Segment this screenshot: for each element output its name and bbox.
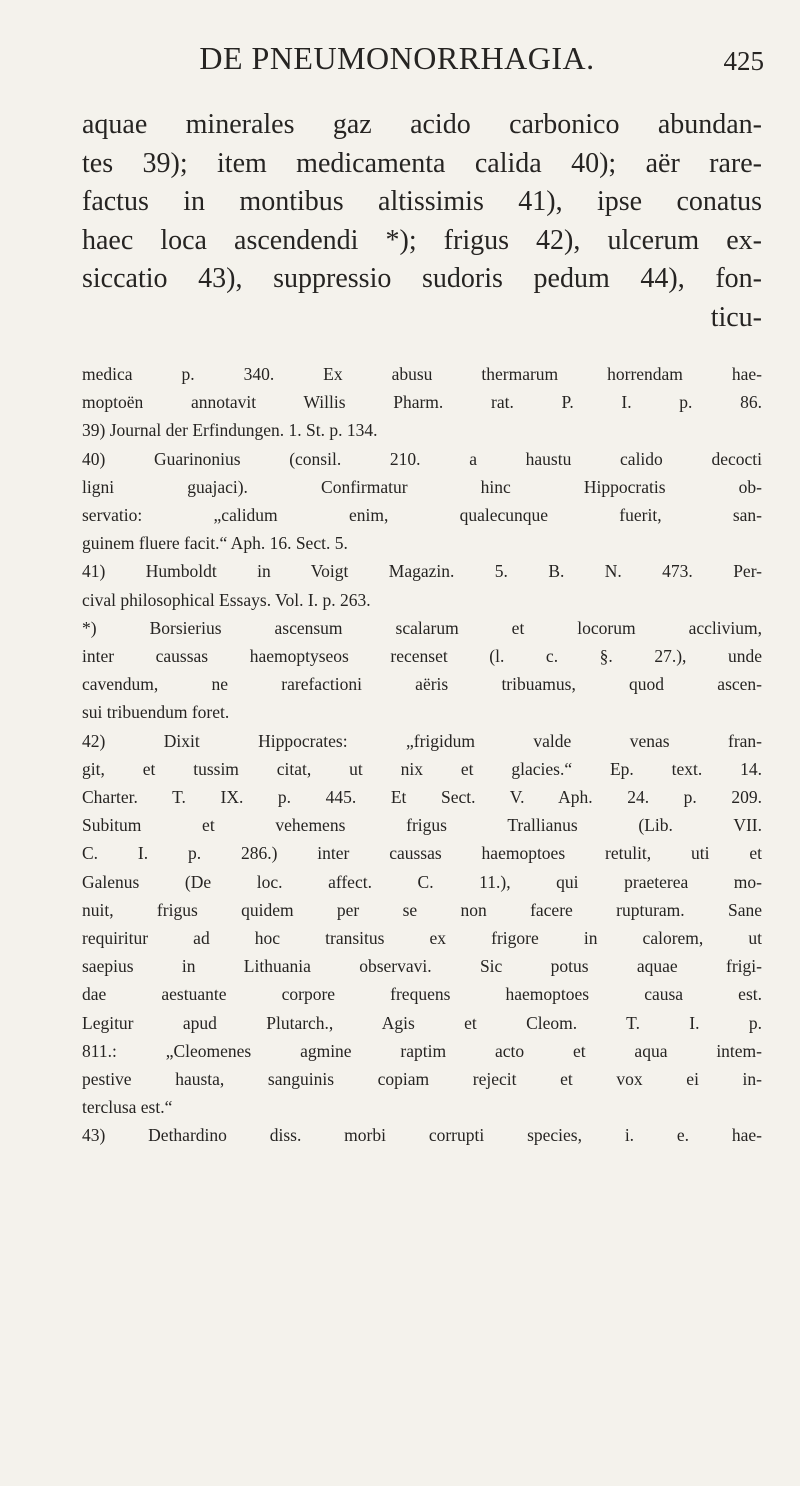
footnote-line: git, et tussim citat, ut nix et glacies.“ Ep. text. 14. (82, 758, 762, 779)
footnote-line: C. I. p. 286.) inter caussas haemoptoes retulit, uti et (82, 843, 762, 864)
footnote-41: 41) Humboldt in Voigt Magazin. 5. B. N. 473. Per- (82, 561, 762, 582)
page-number: 425 (723, 46, 764, 76)
footnote-line: servatio: „calidum enim, qualecunque fuerit, san- (82, 505, 762, 526)
text-line: siccatio 43), suppressio sudoris pedum 44), fon- (82, 263, 762, 294)
footnote-line: inter caussas haemoptyseos recenset (l. c. §. 27.), unde (82, 646, 762, 667)
footnote-line: nuit, frigus quidem per se non facere rupturam. Sane (82, 899, 762, 920)
footnote-line: Subitum et vehemens frigus Trallianus (Lib. VII. (82, 815, 762, 836)
footnote-asterisk: *) Borsierius ascensum scalarum et locorum acclivium, (82, 617, 762, 638)
footnote-line: sui tribuendum foret. (82, 702, 230, 723)
main-text (82, 106, 762, 337)
footnote-line: Galenus (De loc. affect. C. 11.), qui praeterea mo- (82, 871, 762, 892)
catchword: ticu- (710, 301, 762, 333)
text-line: haec loca ascendendi *); frigus 42), ulcerum ex- (82, 224, 762, 256)
footnote-40: 40) Guarinonius (consil. 210. a haustu calido decocti (82, 448, 762, 469)
page-header (92, 40, 764, 90)
footnote-line: requiritur ad hoc transitus ex frigore in calorem, ut (82, 928, 762, 949)
footnote-line: cival philosophical Essays. Vol. I. p. 263. (82, 589, 371, 610)
running-title: DE PNEUMONORRHAGIA. (199, 40, 595, 76)
footnote-39: 39) Journal der Erfindungen. 1. St. p. 134. (82, 420, 378, 441)
footnote-line: medica p. 340. Ex abusu thermarum horrendam hae- (82, 364, 762, 384)
footnote-43: 43) Dethardino diss. morbi corrupti species, i. e. hae- (82, 1125, 762, 1146)
footnote-line: 811.: „Cleomenes agmine raptim acto et aqua intem- (82, 1040, 762, 1061)
footnote-42: 42) Dixit Hippocrates: „frigidum valde venas fran- (82, 730, 762, 751)
footnote-line: Legitur apud Plutarch., Agis et Cleom. T. I. p. (82, 1012, 762, 1033)
footnote-line: terclusa est.“ (82, 1097, 173, 1118)
text-line: factus in montibus altissimis 41), ipse conatus (82, 186, 762, 217)
footnote-line: saepius in Lithuania observavi. Sic potus aquae frigi- (82, 956, 762, 977)
footnote-line: dae aestuante corpore frequens haemoptoes causa est. (82, 984, 762, 1005)
footnote-line: ligni guajaci). Confirmatur hinc Hippocratis ob- (82, 476, 762, 497)
text-line: tes 39); item medicamenta calida 40); aër rare- (82, 147, 762, 179)
text-line: aquae minerales gaz acido carbonico abundan- (82, 109, 762, 140)
footnote-line: guinem fluere facit.“ Aph. 16. Sect. 5. (82, 533, 348, 554)
footnote-line: Charter. T. IX. p. 445. Et Sect. V. Aph. 24. p. 209. (82, 787, 762, 808)
footnote-line: moptoën annotavit Willis Pharm. rat. P. I. p. 86. (82, 392, 762, 413)
footnotes (82, 360, 762, 1150)
footnote-line: cavendum, ne rarefactioni aëris tribuamus, quod ascen- (82, 674, 762, 695)
footnote-line: pestive hausta, sanguinis copiam rejecit et vox ei in- (82, 1069, 762, 1090)
